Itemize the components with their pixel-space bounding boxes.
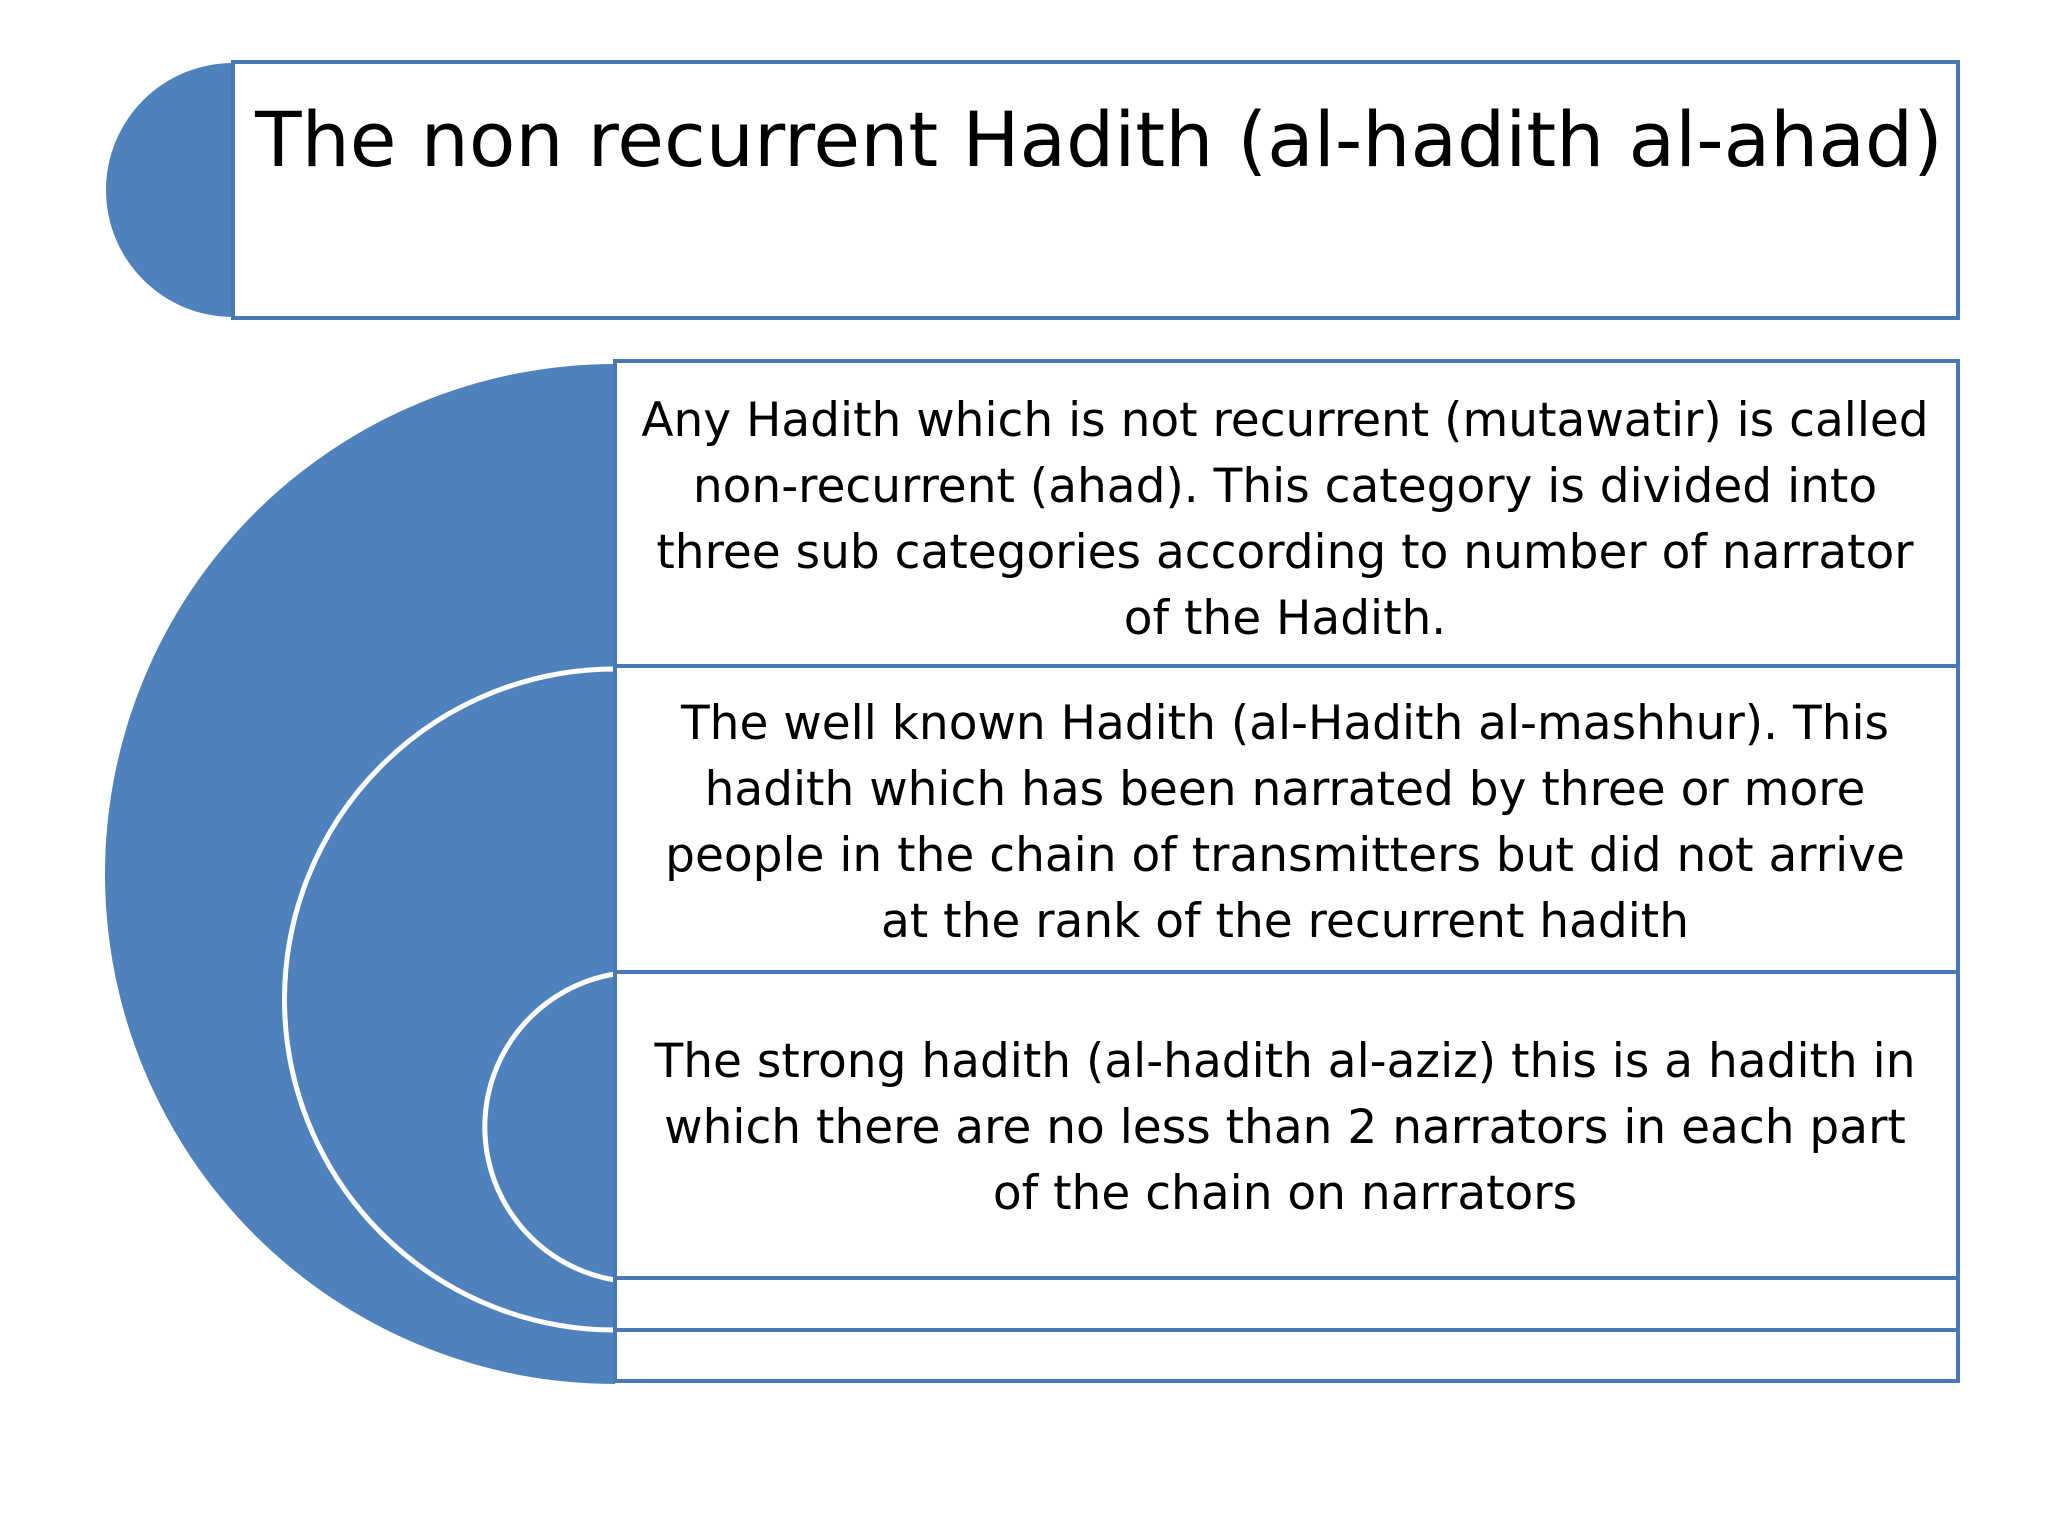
slide-title: The non recurrent Hadith (al-hadith al-ahad) bbox=[255, 95, 1943, 185]
item-1-text: Any Hadith which is not recurrent (mutawatir) is called non-recurrent (ahad). This category is divided into three sub categories according to number of narrator of the Hadith. bbox=[641, 393, 1929, 646]
item-2-text: The well known Hadith (al-Hadith al-mashhur). This hadith which has been narrated by three or more people in the chain of transmitters but did not arrive at the rank of the recurrent hadith bbox=[665, 695, 1905, 949]
empty-strip-2 bbox=[615, 1330, 1958, 1381]
item-3-text: The strong hadith (al-hadith al-aziz) this is a hadith in which there are no less than 2 narrators in each part of the chain on narrators bbox=[654, 1033, 1916, 1221]
title-accent-semicircle bbox=[106, 63, 233, 317]
outer-semicircle bbox=[105, 364, 615, 1384]
empty-strip-1 bbox=[615, 1278, 1958, 1330]
